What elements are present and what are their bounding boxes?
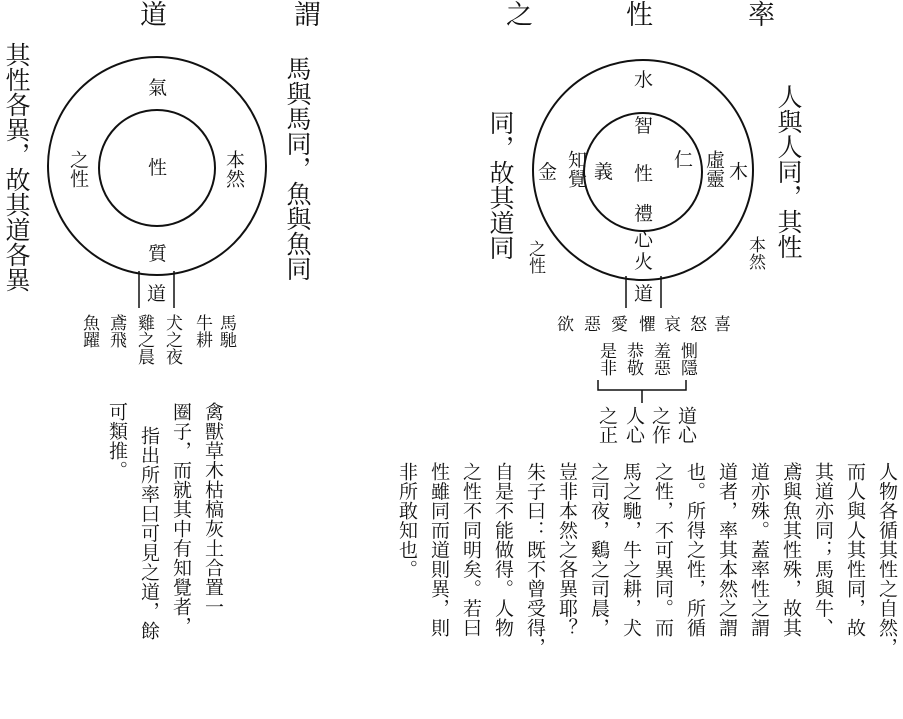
left-far-text: 其性各異，故其道各異 bbox=[2, 42, 31, 292]
title-char-3: 之 bbox=[506, 0, 533, 31]
emotion-1: 喜 bbox=[714, 315, 731, 335]
heart-label-4: 之正 bbox=[596, 406, 618, 444]
right-inner-top: 智 bbox=[634, 115, 654, 137]
right-paragraph-col-16: 非所敢知也。 bbox=[396, 462, 418, 579]
right-paragraph-col-13: 自是不能做得。人物 bbox=[492, 462, 514, 638]
right-paragraph-col-6: 道者，率其本然之謂 bbox=[716, 462, 738, 638]
left-paragraph bbox=[92, 402, 226, 702]
right-inner-left: 義 bbox=[594, 161, 614, 183]
left-paragraph-col-3: 指出所率曰可見之道，餘 bbox=[138, 426, 160, 641]
emotion-5: 愛 bbox=[611, 315, 628, 335]
sprout-4: 是非 bbox=[596, 342, 616, 376]
left-center-label: 性 bbox=[148, 157, 168, 179]
right-outer-right: 木 bbox=[729, 161, 749, 183]
title-char-1: 道 bbox=[140, 0, 167, 31]
sprouts-bracket bbox=[598, 380, 686, 390]
right-outer-bottom: 火 bbox=[634, 251, 654, 273]
right-paragraph-col-9: 馬之馳，牛之耕，犬 bbox=[620, 462, 642, 638]
right-stem-label: 道 bbox=[634, 283, 654, 305]
right-outer-left: 金 bbox=[538, 161, 558, 183]
left-example-4: 雞之晨 bbox=[134, 314, 154, 365]
left-right-text: 馬與馬同，魚與魚同 bbox=[283, 56, 312, 281]
right-label-xin: 心 bbox=[634, 229, 654, 251]
title-char-2: 謂 bbox=[294, 0, 321, 31]
left-paragraph-col-1: 禽獸草木枯槁灰土合置一 bbox=[202, 402, 224, 617]
right-outer-top: 水 bbox=[634, 69, 654, 91]
left-example-5: 鳶飛 bbox=[106, 314, 126, 348]
right-paragraph-col-1: 人物各循其性之自然， bbox=[876, 462, 898, 657]
left-example-6: 魚躍 bbox=[79, 314, 99, 348]
left-side-small-right-diagram: 之性 bbox=[525, 240, 545, 274]
right-paragraph-col-4: 鳶與魚其性殊，故其 bbox=[780, 462, 802, 638]
right-paragraph-col-8: 之性，不可異同。而 bbox=[652, 462, 674, 638]
emotion-7: 欲 bbox=[557, 315, 574, 335]
right-inner-right: 仁 bbox=[674, 149, 694, 171]
right-paragraph-col-7: 也。所得之性，所循 bbox=[684, 462, 706, 638]
right-paragraph-col-15: 性雖同而道則異，則 bbox=[428, 462, 450, 638]
left-stem-label: 道 bbox=[147, 283, 167, 305]
left-right-label: 本然 bbox=[223, 150, 245, 188]
title-char-4: 性 bbox=[626, 0, 653, 31]
left-paragraph-col-4: 可類推。 bbox=[106, 402, 128, 480]
right-paragraph-col-5: 道亦殊。蓋率性之謂 bbox=[748, 462, 770, 638]
left-left-label: 之性 bbox=[67, 150, 89, 188]
right-label-zhijue: 知覺 bbox=[565, 150, 587, 188]
sprout-1: 惻隱 bbox=[677, 342, 697, 376]
left-paragraph-col-2: 圈子，而就其中有知覺者， bbox=[170, 402, 192, 636]
heart-label-1: 道心 bbox=[675, 406, 697, 444]
right-paragraph bbox=[390, 462, 900, 719]
emotion-3: 哀 bbox=[664, 315, 681, 335]
right-paragraph-col-2: 而人與人其性同，故 bbox=[844, 462, 866, 638]
sprout-2: 羞惡 bbox=[650, 342, 670, 376]
title-char-5: 率 bbox=[748, 0, 775, 31]
left-side-text-right-diagram: 同，故其道同 bbox=[486, 110, 515, 260]
right-label-xuling: 虛靈 bbox=[703, 150, 725, 188]
left-top-label: 氣 bbox=[148, 77, 168, 99]
right-paragraph-col-3: 其道亦同；馬與牛、 bbox=[812, 462, 834, 638]
left-example-3: 犬之夜 bbox=[162, 314, 182, 365]
right-inner-bottom: 禮 bbox=[634, 203, 654, 225]
left-bottom-label: 質 bbox=[148, 243, 168, 265]
left-example-2: 牛耕 bbox=[192, 314, 212, 348]
sprout-3: 恭敬 bbox=[623, 342, 643, 376]
right-paragraph-col-11: 豈非本然之各異耶？ bbox=[556, 462, 578, 638]
right-paragraph-col-14: 之性不同明矣。若曰 bbox=[460, 462, 482, 638]
right-side-small: 本然 bbox=[745, 236, 765, 270]
left-example-1: 馬馳 bbox=[216, 314, 236, 348]
heart-label-2: 之作 bbox=[649, 406, 671, 444]
right-paragraph-col-10: 之司夜，鷄之司晨， bbox=[588, 462, 610, 638]
emotion-6: 惡 bbox=[584, 315, 601, 335]
emotion-2: 怒 bbox=[690, 315, 707, 335]
right-side-text: 人與人同，其性 bbox=[774, 84, 803, 259]
right-paragraph-col-12: 朱子曰：既不曾受得， bbox=[524, 462, 546, 657]
heart-label-3: 人心 bbox=[623, 406, 645, 444]
emotion-4: 懼 bbox=[639, 315, 656, 335]
right-center-label: 性 bbox=[634, 163, 654, 185]
